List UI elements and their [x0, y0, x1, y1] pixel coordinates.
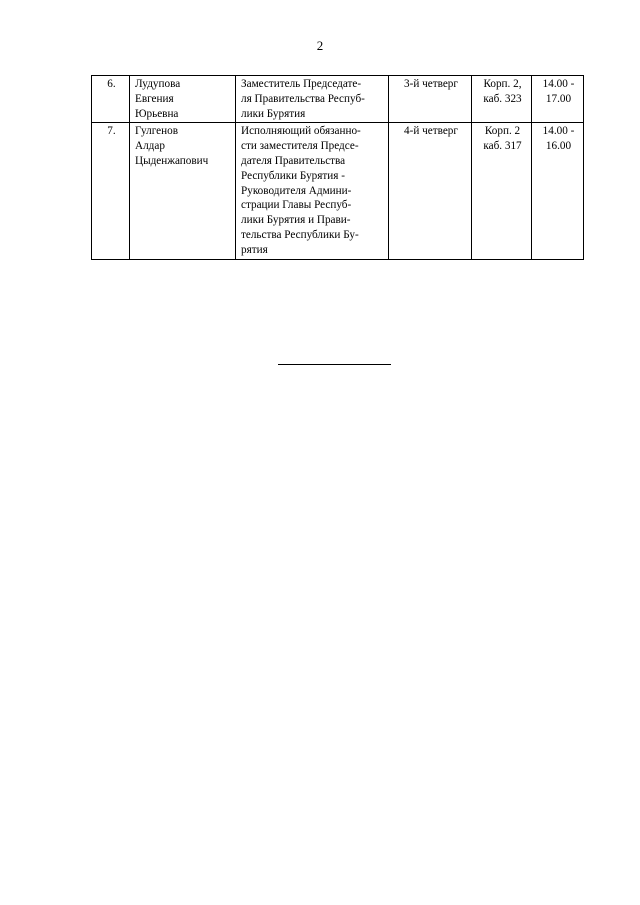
room-line: Корп. 2,: [483, 78, 522, 90]
name-line: Гулгенов: [135, 125, 178, 138]
official-position: [236, 76, 389, 123]
position-line: Исполняющий обязанно-: [241, 125, 361, 138]
position-line: ля Правительства Респуб-: [241, 92, 365, 105]
position-line: тельства Республики Бу-: [241, 228, 359, 241]
reception-schedule-table: [91, 75, 584, 260]
position-line: дателя Правительства: [241, 154, 346, 167]
room-line: каб. 317: [483, 140, 522, 153]
position-line: лики Бурятия: [241, 107, 306, 120]
official-name: [130, 76, 236, 123]
room-line: Корп. 2: [484, 125, 521, 138]
reception-room: [472, 123, 532, 259]
reception-day: 3-й четверг: [389, 76, 472, 123]
position-line: рятия: [241, 243, 268, 256]
position-line: сти заместителя Предсе-: [241, 140, 359, 153]
official-position: [236, 123, 389, 259]
name-line: Цыденжапович: [135, 154, 209, 167]
position-line: страции Главы Респуб-: [241, 199, 352, 212]
page-number: 2: [316, 38, 324, 53]
official-name: [130, 123, 236, 259]
name-line: Лудупова: [135, 78, 181, 90]
time-line: 14.00 -: [542, 78, 575, 90]
name-line: Юрьевна: [135, 107, 179, 120]
time-line: 17.00: [545, 92, 572, 105]
table-row: [92, 76, 584, 123]
reception-time: [532, 76, 584, 123]
name-line: Алдар: [135, 140, 165, 153]
row-number: 6.: [92, 76, 130, 123]
end-of-document-rule: [278, 364, 391, 365]
time-line: 14.00 -: [542, 125, 575, 138]
time-line: 16.00: [545, 140, 572, 153]
reception-time: [532, 123, 584, 259]
position-line: Республики Бурятия -: [241, 169, 345, 182]
table-row: [92, 123, 584, 259]
name-line: Евгения: [135, 92, 174, 105]
position-line: Руководителя Админи-: [241, 184, 352, 197]
room-line: каб. 323: [483, 92, 522, 105]
reception-day: 4-й четверг: [389, 123, 472, 259]
reception-room: [472, 76, 532, 123]
row-number: 7.: [92, 123, 130, 259]
position-line: лики Бурятия и Прави-: [241, 214, 351, 227]
position-line: Заместитель Председате-: [241, 78, 362, 90]
